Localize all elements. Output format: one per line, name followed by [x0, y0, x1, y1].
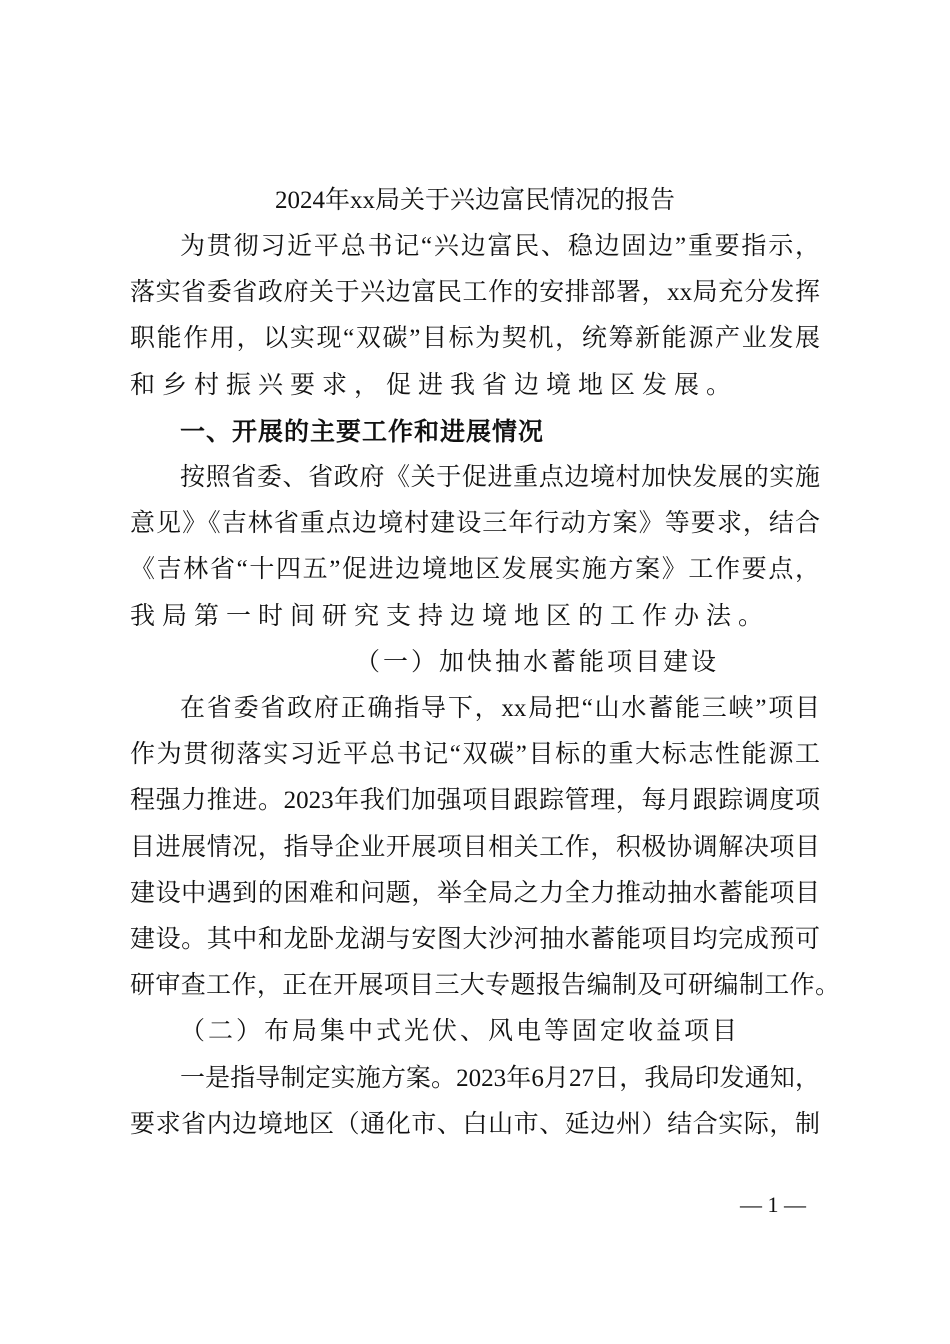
document-title: 2024年xx局关于兴边富民情况的报告 — [274, 187, 675, 214]
paragraph-line: 和乡村振兴要求，促进我省边境地区发展。 — [130, 372, 739, 399]
paragraph-line: 作为贯彻落实习近平总书记“双碳”目标的重大标志性能源工 — [130, 741, 820, 768]
paragraph-line: 我局第一时间研究支持边境地区的工作办法。 — [130, 603, 771, 630]
paragraph-line: 落实省委省政府关于兴边富民工作的安排部署，xx局充分发挥 — [130, 279, 820, 306]
page-number: — 1 — — [740, 1192, 806, 1217]
paragraph-line: 为贯彻习近平总书记“兴边富民、稳边固边”重要指示， — [180, 233, 820, 260]
paragraph-line: 《吉林省“十四五”促进边境地区发展实施方案》工作要点， — [130, 556, 820, 583]
paragraph-line: 按照省委、省政府《关于促进重点边境村加快发展的实施 — [180, 464, 820, 491]
paragraph-line: 目进展情况，指导企业开展项目相关工作，积极协调解决项目 — [130, 834, 820, 861]
paragraph-line: 研审查工作，正在开展项目三大专题报告编制及可研编制工作。 — [130, 972, 840, 999]
paragraph-line: 意见》《吉林省重点边境村建设三年行动方案》等要求，结合 — [130, 510, 820, 537]
paragraph-line: 建设中遇到的困难和问题，举全局之力全力推动抽水蓄能项目 — [130, 880, 820, 907]
section-heading: 一、开展的主要工作和进展情况 — [180, 417, 545, 446]
paragraph-line: 一是指导制定实施方案。2023年6月27日，我局印发通知， — [180, 1065, 820, 1092]
subsection-heading: （一）加快抽水蓄能项目建设 — [355, 649, 720, 676]
paragraph-line: 程强力推进。2023年我们加强项目跟踪管理，每月跟踪调度项 — [130, 787, 820, 814]
paragraph-line: 建设。其中和龙卧龙湖与安图大沙河抽水蓄能项目均完成预可 — [130, 926, 820, 953]
subsection-heading: （二）布局集中式光伏、风电等固定收益项目 — [180, 1018, 741, 1045]
paragraph-line: 要求省内边境地区（通化市、白山市、延边州）结合实际，制 — [130, 1111, 820, 1138]
paragraph-line: 在省委省政府正确指导下，xx局把“山水蓄能三峡”项目 — [180, 695, 820, 722]
paragraph-line: 职能作用，以实现“双碳”目标为契机，统筹新能源产业发展 — [130, 325, 820, 352]
